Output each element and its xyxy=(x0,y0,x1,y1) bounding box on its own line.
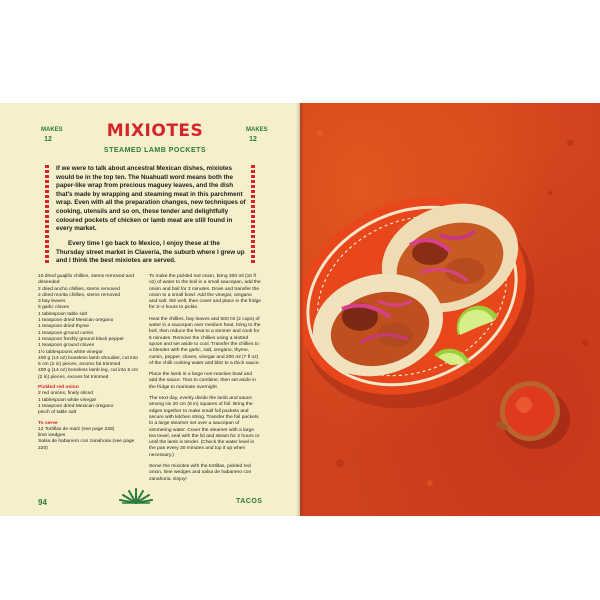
ingredient-item: 1 tablespoon white vinegar xyxy=(38,397,97,403)
ingredient-item: 1 teaspoon ground cumin xyxy=(38,330,94,336)
method-column xyxy=(149,274,261,488)
food-photo-page xyxy=(300,103,600,516)
zigzag-border-left xyxy=(45,165,49,265)
makes-count: 12 xyxy=(44,136,52,143)
ingredient-item: 1 teaspoon freshly ground black pepper xyxy=(38,336,124,342)
ingredients-column xyxy=(38,274,142,452)
to-serve-heading: To serve xyxy=(38,420,58,426)
intro-paragraph: Every time I go back to Mexico, I enjoy these at the Thursday street market in Clavería, the suburb where I grew up and I think the best mixiotes are served. xyxy=(56,240,245,265)
pickled-onion-heading: Pickled red onion xyxy=(38,385,79,391)
recipe-subtitle: STEAMED LAMB POCKETS xyxy=(103,147,207,154)
method-step: To make the pickled red onion, bring 300 ml (10 fl oz) of water to the boil in a small saucepan, add the onion and boil for 3 minutes. Drain and transfer the onion to a small bowl. Add the vinegar, oregano and salt. Stir well, then cover and place in the fridge for 3–4 hours to pickle. xyxy=(149,274,262,311)
ingredient-item: 2 red onions, finely sliced xyxy=(38,391,93,397)
method-step: Serve the mixiotes with the tortillas, pickled red onion, lime wedges and salsa de habanero con zanahoria. Enjoy! xyxy=(149,464,252,482)
ingredient-item: 12 Tortillas de maíz (see page 228) xyxy=(38,426,115,432)
ingredient-item: 5 garlic cloves xyxy=(38,305,69,311)
makes-text: MAKES xyxy=(41,127,63,133)
tacos-photo xyxy=(300,103,600,516)
makes-label-left xyxy=(41,127,63,143)
zigzag-border-right xyxy=(251,165,255,265)
book-gutter xyxy=(296,103,304,516)
ingredient-item: 1 tablespoon table salt xyxy=(38,311,87,317)
ingredient-item: 1 teaspoon dried thyme xyxy=(38,324,90,330)
ingredient-item: Salsa de habanero con zanahoria (see page 220) xyxy=(38,439,135,451)
ingredient-item: 1½ tablespoons white vinegar xyxy=(38,349,103,355)
ingredient-item: 3 bay leaves xyxy=(38,299,66,305)
method-step: The next day, evenly divide the lamb and sauce among six 20 cm (8 in) squares of foil. Bring the edges together to make small foil packets and secure with kitchen string. Transfer the foil packets to a large steamer set over a saucepan of simmering water. Cover the steamer with a large tea towel, seal with the lid and steam for 2 hours or until the lamb is tender. (Check the water level in the pan every 30 minutes and top it up when necessary.) xyxy=(149,396,260,458)
ingredient-item: 2 dried ancho chillies, stems removed xyxy=(38,286,120,292)
method-step: Heat the chillies, bay leaves and 500 ml (2 cups) of water in a saucepan over medium heat, bring to the boil, then reduce the heat to a simmer and cook for 5 minutes. Remove the chillies using a slotted spoon and set aside to cool. Transfer the chillies to a blender with the garlic, salt, oregano, thyme, cumin, pepper, cloves, vinegar and 200 ml (7 fl oz) of the chilli cooking water and blitz to a thick sauce. xyxy=(149,316,261,366)
intro-paragraph: If we were to talk about ancestral Mexican dishes, mixiotes would be in the top ten. The Nuahuatl word means both the paper-like wrap from precious maguey leaves, and the dish that's made by wrapping and steaming meat in this parchment wrap. Even with all the preparation changes, new techniques of cooking, utensils and so on, these tender and delightfully coloured pockets of chicken or lamb meat are still found in every market. xyxy=(56,165,246,233)
ingredient-item: 400 g (14 oz) boneless lamb shoulder, cut into 5 cm (2 in) pieces, excess fat trimmed xyxy=(38,355,139,368)
makes-label-right xyxy=(246,127,268,143)
ingredients-list xyxy=(38,274,142,381)
left-page xyxy=(0,103,300,516)
ingredient-item: 400 g (14 oz) boneless lamb leg, cut into 5 cm (2 in) pieces, excess fat trimmed xyxy=(38,368,139,380)
chapter-name: TACOS xyxy=(236,498,263,505)
ingredient-item: 2 dried morita chillies, stems removed xyxy=(38,292,121,298)
makes-text: MAKES xyxy=(246,127,268,133)
ingredient-item: 10 dried guajillo chillies, stems removed and deseeded xyxy=(38,274,134,286)
pickled-onion-list xyxy=(38,391,142,416)
ingredient-item: lime wedges xyxy=(38,433,66,439)
ingredient-item: 1 teaspoon dried Mexican oregano xyxy=(38,403,114,409)
ingredient-item: pinch of table salt xyxy=(38,410,77,416)
page-number: 94 xyxy=(38,498,47,507)
agave-icon xyxy=(118,486,154,504)
to-serve-list xyxy=(38,427,142,452)
recipe-title: MIXIOTES xyxy=(106,121,204,141)
ingredient-item: 1 teaspoon dried Mexican oregano xyxy=(38,318,114,324)
makes-count: 12 xyxy=(249,136,257,143)
method-step: Place the lamb in a large non-reactive bowl and add the sauce. Toss to combine, then set aside in the fridge to marinate overnight. xyxy=(149,372,257,390)
ingredient-item: 1 teaspoon ground cloves xyxy=(38,343,95,349)
cookbook-spread xyxy=(0,103,600,516)
